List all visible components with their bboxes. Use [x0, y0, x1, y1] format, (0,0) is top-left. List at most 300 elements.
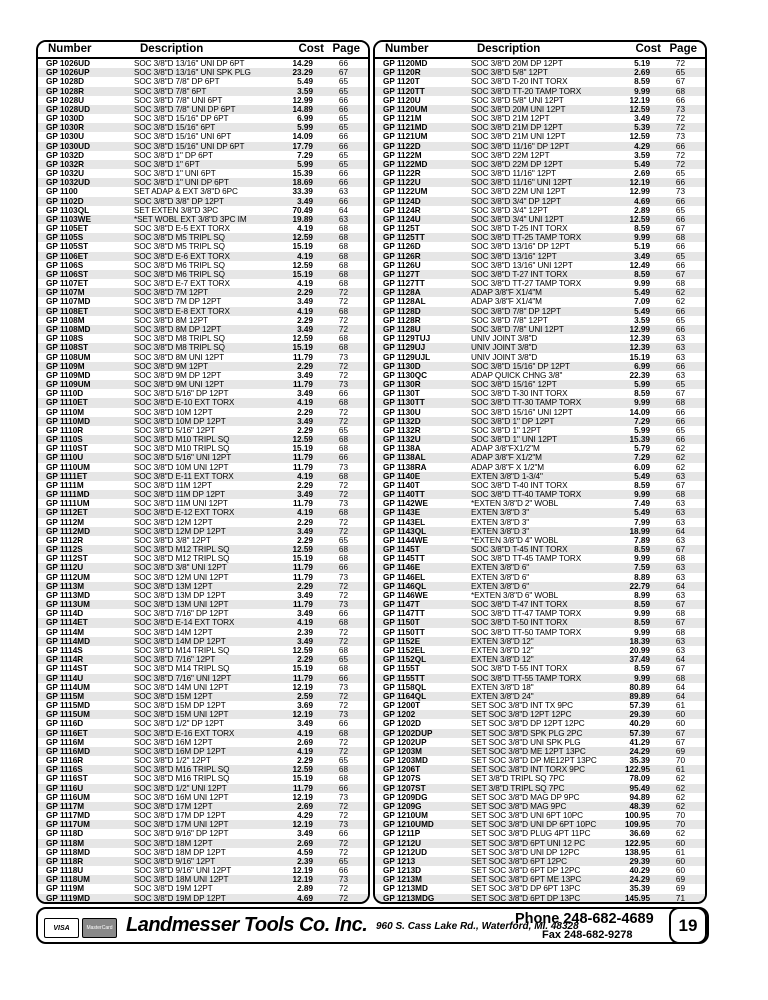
- page-number: 19: [669, 907, 707, 944]
- part-description: SOC 3/8"D 7/8" DP 12PT: [471, 306, 561, 316]
- table-row: [38, 389, 368, 398]
- part-cost: 11.79: [292, 462, 313, 472]
- part-number: GP 1028R: [46, 86, 85, 96]
- part-number: GP 1152EL: [383, 646, 426, 655]
- part-description: [471, 903, 602, 904]
- part-number: GP 1118D: [46, 829, 84, 839]
- part-number: GP 1128R: [383, 315, 421, 325]
- part-description: SOC 3/8"D 9M DP 12PT: [134, 370, 222, 380]
- part-cost: 2.59: [297, 691, 313, 701]
- catalog-page-ref: 66: [675, 196, 685, 206]
- part-number: GP 1125TT: [383, 233, 425, 243]
- part-description: *SET WOBL EXT 3/8"D 3PC IM: [134, 214, 247, 224]
- table-row: [38, 224, 368, 233]
- part-number: GP 1032U: [46, 169, 85, 179]
- part-number: GP 1126U: [383, 260, 421, 270]
- part-number: GP 1122U: [383, 178, 421, 188]
- catalog-page-ref: 60: [675, 856, 685, 866]
- catalog-page-ref: 72: [338, 691, 348, 701]
- table-row: [375, 729, 705, 738]
- part-number: GP 1116UM: [46, 792, 90, 802]
- part-cost: 12.59: [292, 646, 313, 655]
- part-number: GP 1114MD: [46, 636, 90, 646]
- part-cost: 29.39: [629, 710, 650, 720]
- part-number: GP 1209G: [383, 801, 422, 811]
- part-cost: 12.19: [292, 682, 313, 692]
- part-cost: 14.09: [629, 407, 650, 417]
- catalog-page-ref: 68: [338, 508, 348, 518]
- part-description: SOC 3/8"D 9M 12PT: [134, 361, 209, 371]
- catalog-page-ref: 72: [338, 361, 348, 371]
- part-cost: 3.49: [297, 719, 313, 729]
- part-description: SOC 3/8"D 15/16" DP 12PT: [471, 361, 570, 371]
- part-description: SOC 3/8"D 9/16" DP 12PT: [134, 829, 229, 839]
- part-number: GP 1130TT: [383, 398, 425, 408]
- part-description: SOC 3/8"D 11M DP 12PT: [134, 490, 226, 500]
- part-cost: 18.69: [292, 178, 313, 188]
- catalog-page-ref: 72: [675, 159, 685, 169]
- part-description: SOC 3/8"D 1" 6PT: [134, 159, 200, 169]
- part-description: SOC 3/8"D M10 TRIPL SQ: [134, 435, 230, 445]
- table-row: [375, 279, 705, 288]
- table-row: [375, 802, 705, 811]
- table-row: [375, 903, 705, 904]
- part-cost: 18.39: [629, 636, 650, 646]
- part-number: GP 1121M: [383, 114, 422, 124]
- part-cost: 5.99: [634, 425, 650, 435]
- part-cost: [630, 903, 651, 904]
- part-cost: 4.19: [297, 508, 313, 518]
- catalog-page-ref: 66: [675, 242, 685, 252]
- part-cost: 2.69: [297, 801, 313, 811]
- part-description: SOC 3/8"D 1" DP 6PT: [134, 150, 213, 160]
- part-description: SOC 3/8"D 13M UNI 12PT: [134, 600, 229, 610]
- part-cost: 3.59: [634, 150, 650, 160]
- catalog-page-ref: 63: [675, 636, 685, 646]
- part-number: GP 1108UM: [46, 352, 91, 362]
- part-description: SOC 3/8"D M12 TRIPL SQ: [134, 545, 230, 555]
- catalog-page-ref: 73: [338, 710, 348, 720]
- part-number: GP 1213MD: [383, 884, 428, 894]
- catalog-page-ref: 68: [338, 233, 348, 243]
- part-number: GP 1146E: [383, 563, 421, 573]
- part-description: SOC 3/8"D 7/16" 12PT: [134, 655, 216, 665]
- table-row: [375, 527, 705, 536]
- part-description: SOC 3/8"D 15/16" UNI DP 6PT: [134, 141, 245, 151]
- catalog-page-ref: 60: [675, 710, 685, 720]
- part-description: SOC 3/8"D 3/4" 12PT: [471, 205, 548, 215]
- part-description: SOC 3/8"D 15/16" UNI 12PT: [471, 407, 573, 417]
- table-row: [375, 719, 705, 728]
- part-description: SOC 3/8"D 11M UNI 12PT: [134, 499, 228, 509]
- catalog-page-ref: 68: [338, 554, 348, 564]
- part-cost: 33.39: [292, 187, 313, 197]
- catalog-page-ref: 63: [675, 646, 685, 655]
- part-description: SOC 3/8"D T-45 INT TORX: [471, 545, 568, 555]
- part-cost: 37.49: [629, 655, 650, 665]
- part-description: SOC 3/8"D T-50 INT TORX: [471, 618, 568, 628]
- catalog-page-ref: 63: [675, 343, 685, 353]
- table-row: [38, 518, 368, 527]
- part-cost: 15.39: [629, 435, 650, 445]
- part-number: GP 1115M: [46, 691, 85, 701]
- part-cost: 4.69: [297, 893, 313, 903]
- part-cost: 15.19: [292, 554, 313, 564]
- part-description: SOC 3/8"D TT-20 TAMP TORX: [471, 86, 582, 96]
- table-row: [38, 252, 368, 261]
- part-description: SOC 3/8"D 5/8" UNI 12PT: [471, 95, 564, 105]
- part-description: SOC 3/8"D T-27 INT TORX: [471, 269, 568, 279]
- part-cost: 2.39: [297, 856, 313, 866]
- part-cost: 4.69: [634, 196, 650, 206]
- part-description: SET SOC 3/8"D UNI DP 12PC: [471, 847, 580, 857]
- table-row: [375, 316, 705, 325]
- part-cost: 17.79: [292, 141, 313, 151]
- catalog-page-ref: 72: [338, 893, 348, 903]
- part-description: SET SOC 3/8"D UNI 6PT 10PC: [471, 811, 583, 821]
- table-row: [375, 545, 705, 554]
- part-number: GP 1116M: [46, 737, 85, 747]
- part-description: SOC 3/8"D 16M UNI 12PT: [134, 792, 229, 802]
- part-cost: 9.99: [634, 490, 650, 500]
- catalog-page-ref: 65: [338, 159, 348, 169]
- part-cost: 40.29: [629, 719, 650, 729]
- part-description: SET SOC 3/8"D SPK PLG 2PC: [471, 728, 583, 738]
- table-row: [375, 793, 705, 802]
- catalog-page-ref: 65: [338, 655, 348, 665]
- catalog-page-ref: 62: [675, 774, 685, 784]
- part-cost: 12.19: [292, 866, 313, 876]
- part-description: SOC 3/8"D 18M DP 12PT: [134, 847, 226, 857]
- part-description: SET 3/8"D TRIPL SQ 7PC: [471, 783, 565, 793]
- table-row: [38, 68, 368, 77]
- catalog-page-ref: 66: [675, 435, 685, 445]
- part-number: GP 1152QL: [383, 655, 427, 665]
- part-cost: 15.39: [292, 169, 313, 179]
- part-description: SOC 3/8"D 17M DP 12PT: [134, 811, 226, 821]
- part-description: SOC 3/8"D E-11 EXT TORX: [134, 471, 234, 481]
- part-cost: 24.29: [629, 875, 650, 885]
- part-number: GP 1210UMD: [383, 820, 434, 830]
- catalog-page-ref: 66: [338, 169, 348, 179]
- part-description: ADAP 3/8"F X1/4"M: [471, 297, 542, 307]
- catalog-page-ref: 73: [338, 352, 348, 362]
- catalog-page-ref: 66: [338, 178, 348, 188]
- catalog-page-ref: 66: [675, 141, 685, 151]
- part-description: SOC 3/8"D 13M 12PT: [134, 581, 213, 591]
- catalog-page-ref: 71: [675, 893, 685, 903]
- table-row: [375, 270, 705, 279]
- catalog-page-ref: 68: [338, 545, 348, 555]
- part-description: SOC 3/8"D TT-25 TAMP TORX: [471, 233, 582, 243]
- part-cost: 14.29: [292, 59, 313, 68]
- part-description: SOC 3/8"D 11/16" DP 12PT: [471, 141, 570, 151]
- part-description: SOC 3/8"D TT-40 TAMP TORX: [471, 490, 582, 500]
- catalog-page-ref: 65: [338, 756, 348, 766]
- header-cost: Cost: [635, 43, 661, 55]
- part-description: SOC 3/8"D 1/2" DP 12PT: [134, 719, 224, 729]
- part-cost: 5.49: [634, 159, 650, 169]
- catalog-page-ref: 67: [675, 224, 685, 234]
- part-number: GP 1200T: [383, 701, 421, 711]
- table-row: [375, 362, 705, 371]
- part-cost: 5.99: [634, 380, 650, 390]
- table-row: [375, 747, 705, 756]
- table-row: [375, 655, 705, 664]
- table-row: [38, 729, 368, 738]
- catalog-page-ref: 72: [338, 590, 348, 600]
- catalog-page-ref: 67: [675, 269, 685, 279]
- part-cost: 12.19: [629, 95, 650, 105]
- part-description: SOC 3/8"D 5/16" UNI 12PT: [134, 453, 232, 463]
- table-row: [375, 187, 705, 196]
- part-cost: 2.29: [297, 315, 313, 325]
- table-row: [38, 618, 368, 627]
- catalog-page-ref: 72: [338, 811, 348, 821]
- part-cost: 15.19: [292, 774, 313, 784]
- catalog-page-ref: 72: [338, 526, 348, 536]
- catalog-page-ref: 67: [675, 389, 685, 399]
- part-number: GP 1138AL: [383, 453, 426, 463]
- part-number: GP 1122R: [383, 169, 421, 179]
- part-description: *EXTEN 3/8"D 6" WOBL: [471, 590, 559, 600]
- part-cost: 145.95: [624, 893, 650, 903]
- part-cost: 8.59: [634, 600, 650, 610]
- catalog-page-ref: 66: [338, 132, 348, 142]
- part-number: GP 1132R: [383, 425, 421, 435]
- part-description: SET EXTEN 3/8"D 3PC: [134, 205, 219, 215]
- table-row: [375, 875, 705, 884]
- table-row: [38, 316, 368, 325]
- part-cost: 20.99: [629, 646, 650, 655]
- part-description: SET SOC 3/8"D INT TX 9PC: [471, 701, 573, 711]
- table-row: [375, 609, 705, 618]
- part-cost: 4.19: [297, 224, 313, 234]
- table-row: [38, 481, 368, 490]
- part-description: SOC 3/8"D 15M DP 12PT: [134, 701, 226, 711]
- part-number: GP 1116ET: [46, 728, 88, 738]
- part-cost: 5.79: [634, 444, 650, 454]
- part-cost: 7.89: [634, 535, 650, 545]
- catalog-page-ref: 64: [675, 655, 685, 665]
- part-number: GP 1130R: [383, 380, 421, 390]
- catalog-page-ref: 72: [675, 123, 685, 133]
- catalog-page-ref: 67: [675, 545, 685, 555]
- part-cost: 12.49: [629, 260, 650, 270]
- part-cost: 3.49: [297, 196, 313, 206]
- table-row: [375, 288, 705, 297]
- table-row: [375, 756, 705, 765]
- part-number: GP 1211P: [383, 829, 421, 839]
- part-description: EXTEN 3/8"D 12": [471, 636, 534, 646]
- part-description: SOC 3/8"D M16 TRIPL SQ: [134, 765, 230, 775]
- part-number: GP 1209DG: [383, 792, 428, 802]
- table-row: [375, 334, 705, 343]
- part-number: GP 1112ET: [46, 508, 88, 518]
- part-number: GP 1124U: [383, 214, 421, 224]
- table-row: [38, 371, 368, 380]
- part-number: GP 1109M: [46, 361, 85, 371]
- part-number: GP 1129TUJ: [383, 334, 431, 344]
- part-number: GP 1143QL: [383, 526, 427, 536]
- table-row: [38, 499, 368, 508]
- table-row: [38, 288, 368, 297]
- catalog-page-ref: 64: [338, 205, 348, 215]
- company-address: 960 S. Cass Lake Rd., Waterford, MI. 48328: [376, 921, 579, 932]
- part-description: SOC 3/8"D T-55 INT TORX: [471, 664, 568, 674]
- part-cost: 4.19: [297, 728, 313, 738]
- left-column: [36, 40, 370, 904]
- part-cost: 4.19: [297, 306, 313, 316]
- catalog-page-ref: 65: [338, 150, 348, 160]
- catalog-page-ref: 64: [675, 581, 685, 591]
- header-number: Number: [48, 43, 92, 55]
- part-cost: 15.19: [292, 664, 313, 674]
- table-row: [38, 408, 368, 417]
- catalog-page-ref: 68: [338, 306, 348, 316]
- part-number: GP 1146QL: [383, 581, 427, 591]
- table-row: [375, 683, 705, 692]
- part-description: SOC 3/8"D 1" 12PT: [471, 425, 542, 435]
- part-cost: 12.59: [292, 334, 313, 344]
- table-row: [38, 215, 368, 224]
- catalog-page-ref: 66: [338, 829, 348, 839]
- part-description: SOC 3/8"D 17M 12PT: [134, 801, 213, 811]
- catalog-page-ref: 66: [338, 866, 348, 876]
- part-description: SET SOC 3/8"D DP ME12PT 13PC: [471, 756, 597, 766]
- part-cost: 12.99: [629, 324, 650, 334]
- part-number: GP 1118U: [46, 866, 84, 876]
- catalog-page-ref: 61: [675, 701, 685, 711]
- part-cost: 14.09: [292, 132, 313, 142]
- table-row: [375, 573, 705, 582]
- part-cost: 48.39: [629, 801, 650, 811]
- part-cost: 4.19: [297, 746, 313, 756]
- right-header: [375, 42, 705, 59]
- part-number: GP 1202: [383, 710, 416, 720]
- part-description: SOC 3/8"D 1" DP 12PT: [471, 416, 555, 426]
- footer-bar: [36, 907, 709, 944]
- catalog-page-ref: 73: [338, 682, 348, 692]
- table-row: [375, 252, 705, 261]
- part-cost: 35.39: [629, 884, 650, 894]
- catalog-page-ref: 68: [675, 609, 685, 619]
- table-row: [375, 774, 705, 783]
- part-number: GP 1145TT: [383, 554, 425, 564]
- table-row: [375, 481, 705, 490]
- part-cost: 8.59: [634, 480, 650, 490]
- table-row: [38, 297, 368, 306]
- part-number: GP 1213M: [383, 875, 422, 885]
- part-number: GP 1212UD: [383, 847, 427, 857]
- catalog-page-ref: 68: [338, 251, 348, 261]
- table-row: [38, 545, 368, 554]
- part-description: EXTEN 3/8"D 6": [471, 563, 530, 573]
- part-description: SOC 3/8"D M8 TRIPL SQ: [134, 334, 225, 344]
- part-number: GP 1118R: [46, 856, 84, 866]
- part-cost: 4.29: [634, 141, 650, 151]
- catalog-page-ref: 73: [338, 820, 348, 830]
- table-row: [38, 472, 368, 481]
- part-number: GP 1128U: [383, 324, 421, 334]
- table-row: [375, 563, 705, 572]
- part-description: SOC 3/8"D 7/8" UNI 6PT: [134, 95, 223, 105]
- part-number: GP 1144WE: [383, 535, 428, 545]
- part-cost: 2.29: [297, 535, 313, 545]
- catalog-page-ref: 63: [338, 214, 348, 224]
- table-row: [375, 866, 705, 875]
- part-number: GP 1146EL: [383, 572, 426, 582]
- catalog-page-ref: 65: [675, 68, 685, 78]
- part-description: SOC 3/8"D 13/16" UNI DP 6PT: [134, 59, 245, 68]
- part-description: SOC 3/8"D TT-27 TAMP TORX: [471, 279, 582, 289]
- catalog-page-ref: 66: [338, 783, 348, 793]
- part-number: GP 1111UM: [46, 499, 90, 509]
- part-number: GP 1116R: [46, 756, 84, 766]
- table-row: [38, 307, 368, 316]
- catalog-page-ref: 68: [338, 334, 348, 344]
- catalog-page-ref: 66: [675, 361, 685, 371]
- table-row: [375, 224, 705, 233]
- part-description: SET SOC 3/8"D PLUG 4PT 11PC: [471, 829, 591, 839]
- part-cost: 2.29: [297, 480, 313, 490]
- part-cost: 7.29: [634, 416, 650, 426]
- part-number: GP 1126D: [383, 242, 421, 252]
- part-description: SOC 3/8"D E-16 EXT TORX: [134, 728, 235, 738]
- table-row: [38, 490, 368, 499]
- part-description: SOC 3/8"D TT-45 TAMP TORX: [471, 554, 582, 564]
- part-number: GP 1124D: [383, 196, 421, 206]
- table-row: [375, 628, 705, 637]
- part-cost: 2.69: [634, 169, 650, 179]
- table-row: [38, 435, 368, 444]
- part-cost: 3.49: [297, 490, 313, 500]
- part-description: SOC 3/8"D 3/8" DP 12PT: [134, 196, 224, 206]
- catalog-page-ref: 72: [338, 407, 348, 417]
- table-row: [375, 371, 705, 380]
- catalog-page-ref: 66: [338, 719, 348, 729]
- part-description: SOC 3/8"D E-12 EXT TORX: [134, 508, 235, 518]
- catalog-page-ref: 60: [675, 838, 685, 848]
- part-cost: 3.49: [634, 114, 650, 124]
- table-row: [38, 334, 368, 343]
- table-row: [375, 178, 705, 187]
- part-description: SOC 3/8"D 13/16" 12PT: [471, 251, 557, 261]
- catalog-page-ref: 72: [338, 701, 348, 711]
- part-number: GP 1112UM: [46, 572, 90, 582]
- part-number: GP 1213MDG: [383, 893, 435, 903]
- part-description: *EXTEN 3/8"D 4" WOBL: [471, 535, 559, 545]
- table-row: [375, 169, 705, 178]
- part-number: GP 1114UM: [46, 682, 90, 692]
- part-description: SET SOC 3/8"D UNI DP 6PT 10PC: [471, 820, 597, 830]
- part-description: SET SOC 3/8"D 6PT DP 12PC: [471, 866, 581, 876]
- part-number: GP 1108ST: [46, 343, 89, 353]
- catalog-page-ref: 63: [675, 590, 685, 600]
- catalog-page-ref: 72: [338, 490, 348, 500]
- catalog-page-ref: 70: [675, 756, 685, 766]
- part-number: GP 1105S: [46, 233, 84, 243]
- part-number: GP 1112R: [46, 535, 84, 545]
- part-description: UNIV JOINT 3/8"D: [471, 334, 538, 344]
- part-number: GP 1120MD: [383, 59, 428, 68]
- table-row: [375, 453, 705, 462]
- part-description: SOC 3/8"D 14M UNI 12PT: [134, 682, 229, 692]
- catalog-page-ref: 68: [338, 664, 348, 674]
- part-number: GP 1118M: [46, 838, 85, 848]
- table-row: [375, 77, 705, 86]
- table-row: [375, 96, 705, 105]
